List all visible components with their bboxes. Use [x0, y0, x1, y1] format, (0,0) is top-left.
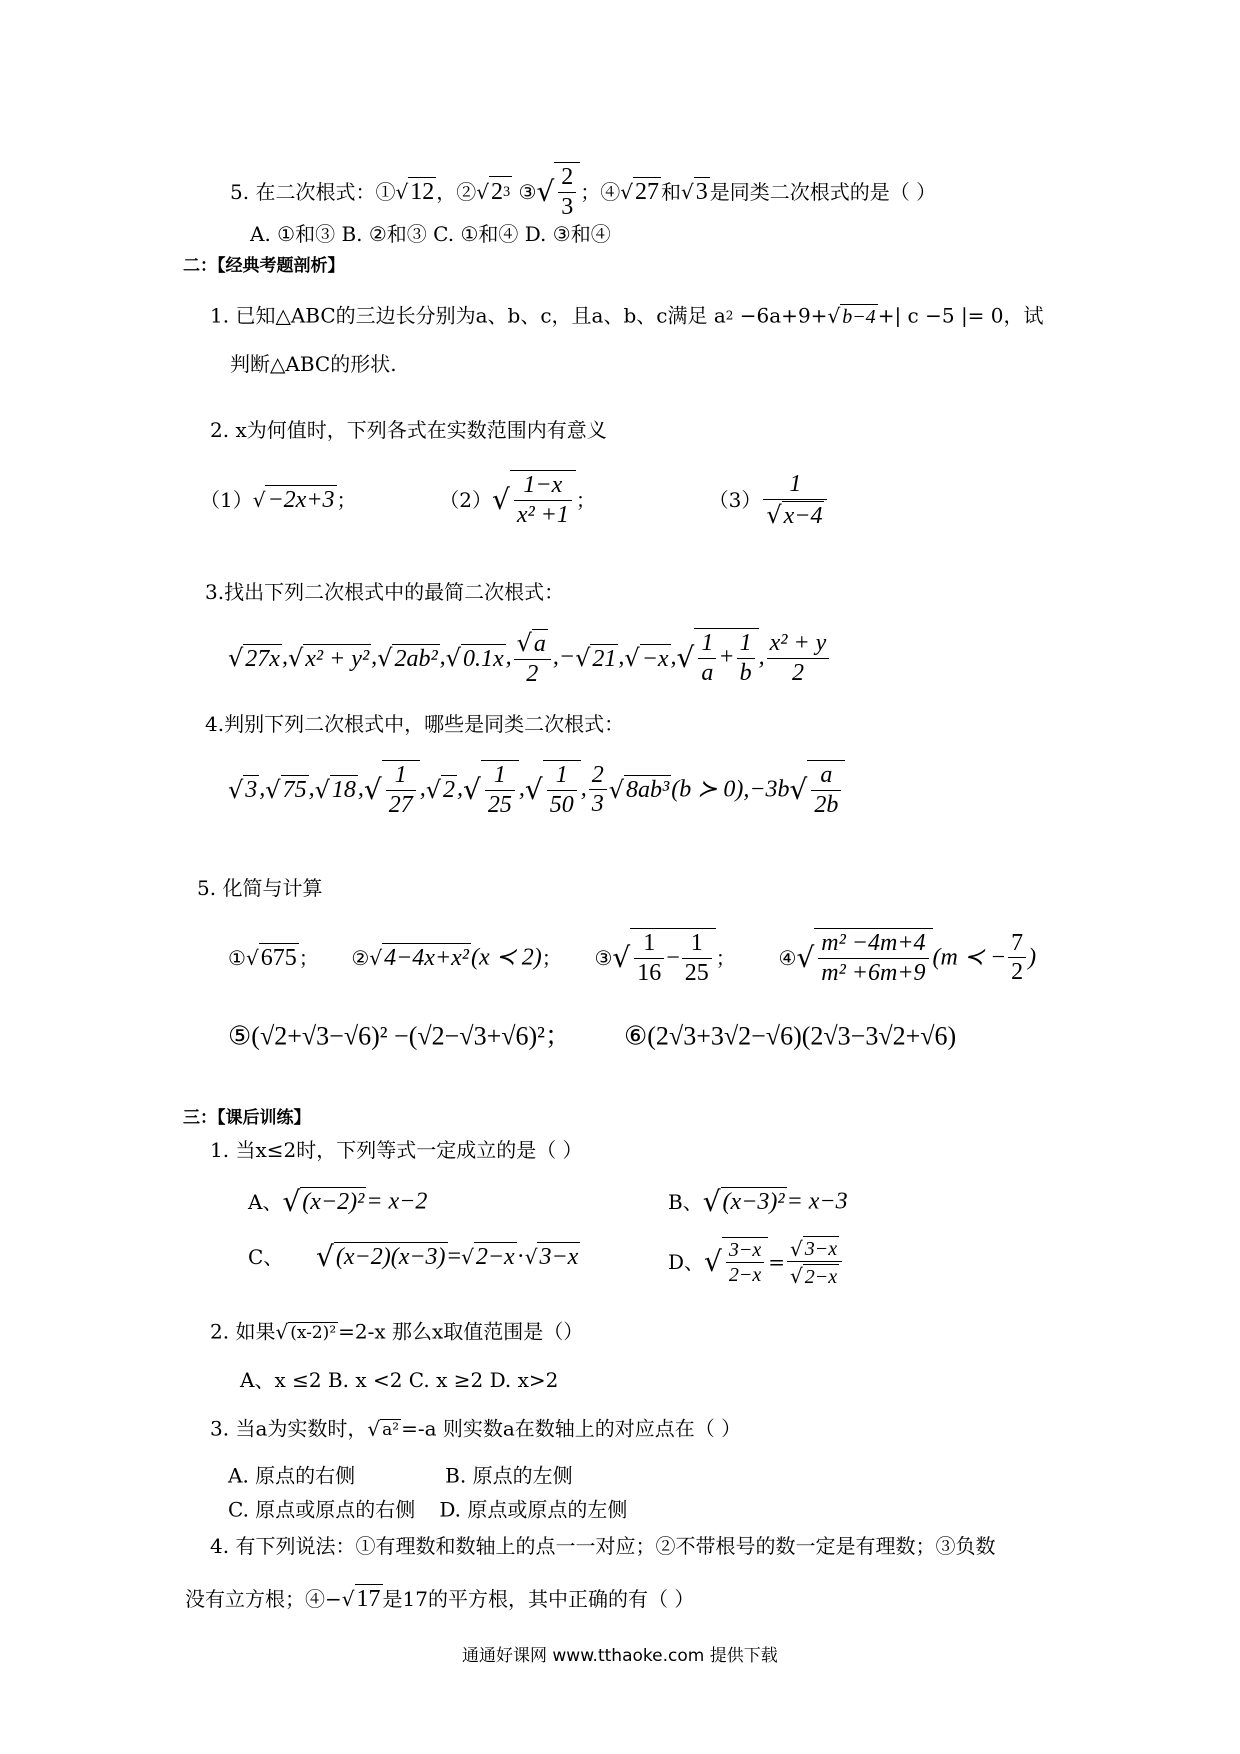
s3-q1-option-b: B、√(x−3)²= x−3 [668, 1185, 848, 1218]
question-5-options: A. ①和③ B. ②和③ C. ①和④ D. ③和④ [250, 222, 611, 246]
s3-question-4-line1: 4. 有下列说法：①有理数和数轴上的点一一对应；②不带根号的数一定是有理数；③负数 [210, 1534, 996, 1558]
section-2-title: 二：【经典考题剖析】 [183, 256, 345, 276]
s3-question-3-options-ab: A. 原点的右侧 B. 原点的左侧 [228, 1463, 573, 1488]
s2-question-5-row1: ①√675 ； ②√4−4x+x²(x ≺ 2)； ③√ $\frac{1}{16}$ − $\frac{1}{25}$ ； ④√ $\frac{\text{m² −4m+4}}{\text{m² +6m+9}}$ (m ≺ − $\frac{7}{2}$ ) [228, 929, 1037, 986]
s3-question-3-options-cd: C. 原点或原点的右侧 D. 原点或原点的左侧 [228, 1497, 628, 1522]
s3-q1-option-a: A、√(x−2)²= x−2 [248, 1185, 428, 1218]
radical-neg-2x-3: √−2x+3 [252, 487, 335, 514]
radical-fraction-1-x: √ $\frac{1-x}{\text{x² +1}}$ [492, 470, 576, 530]
s3-q1-option-c: C、 √(x−2)(x−3)=√2−x·√3−x [248, 1240, 579, 1273]
section-3-title: 三：【课后训练】 [183, 1108, 311, 1128]
s2-question-1-line2: 判断△ABC的形状. [230, 352, 397, 376]
s3-question-1-title: 1. 当x≤2时，下列等式一定成立的是（ ） [210, 1138, 583, 1162]
radical-b-4: √ b−4 [827, 304, 876, 328]
s2-question-3-title: 3.找出下列二次根式中的最简二次根式： [205, 580, 565, 604]
s2-question-2-title: 2. x为何值时，下列各式在实数范围内有意义 [210, 418, 607, 442]
s3-q1-option-d: D、√ $\frac{3-x}{2-x}$ = $\frac{√ 3-x}{√ 2-x}$ [668, 1235, 844, 1289]
s3-question-2-options: A、x ≤2 B. x <2 C. x ≥2 D. x>2 [240, 1368, 559, 1392]
s2-question-1-line1: 1. 已知△ABC的三边长分别为a、b、c，且a、b、c满足 a2 −6a+9+√ b−4 +| c −5 |= 0，试 [210, 303, 1044, 328]
radical-2-cubed: √23 [476, 176, 512, 207]
s2-question-4-title: 4.判别下列二次根式中，哪些是同类二次根式： [205, 712, 625, 736]
s3-question-3: 3. 当a为实数时，√ a² =-a 则实数a在数轴上的对应点在（ ） [210, 1416, 742, 1442]
radical-27: √27 [620, 178, 660, 205]
question-5-line: 5. 在二次根式：①√12 ，②√23 ③√ $\frac{2}{3}$ ；④√27 和√3 是同类二次根式的是（ ） [230, 164, 937, 220]
fraction-one-over-root: $\frac{1}{√x-4}$ [763, 470, 827, 530]
s2-question-2-expressions: （1）√−2x+3 ； （2）√ $\frac{1-x}{\text{x² +1}}$ ； （3） $\frac{1}{√x-4}$ [200, 470, 829, 530]
s3-question-4-line2: 没有立方根；④−√17 是17的平方根，其中正确的有（ ） [185, 1586, 695, 1612]
radical-3: √3 [681, 178, 708, 205]
radical-12: √12 [395, 178, 435, 205]
s3-question-2: 2. 如果√ (x-2)² =2-x 那么x取值范围是（） [210, 1319, 584, 1345]
s2-question-4-expression: √3,√75,√18,√ $\frac{1}{27}$ ,√2,√ $\frac{1}{25}$ ,√ $\frac{1}{50}$ , $\frac{2}{3}$ √8ab³(b ≻ 0),−3b√ $\frac{a}{2b}$ [228, 760, 845, 820]
s2-question-5-title: 5. 化简与计算 [197, 876, 323, 900]
s2-question-3-expression: √27x,√x² + y²,√2ab²,√0.1x, $\frac{√a}{2}$ ,−√21,√−x,√ $\frac{1}{a}$ + $\frac{1}{b}$ , $\frac{\text{x² + y}}{2}$ [228, 628, 831, 688]
footer: 通通好课网 www.tthaoke.com 提供下载 [462, 1646, 778, 1666]
radical-two-thirds: √ $\frac{2}{3}$ [536, 162, 580, 222]
s2-question-5-row2: ⑤(√2+√3−√6)² −(√2−√3+√6)²； ⑥(2√3+3√2−√6)(2√3−3√2+√6) [228, 1021, 957, 1051]
